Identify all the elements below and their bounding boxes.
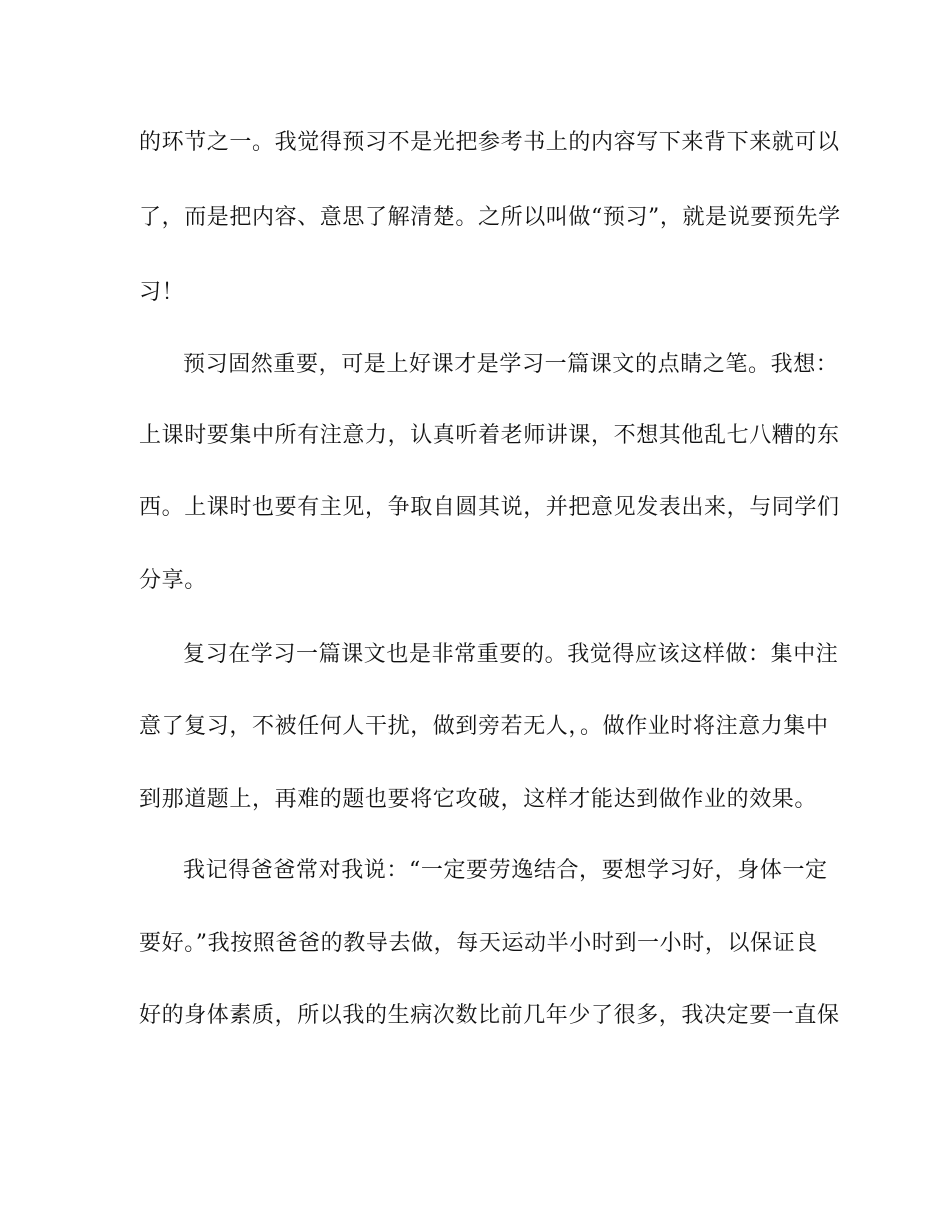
text-line: 上课时要集中所有注意力，认真听着老师讲课，不想其他乱七八糟的东 [139, 423, 840, 448]
text-line: 习！ [139, 280, 185, 305]
paragraph-first-line: 我记得爸爸常对我说：“一定要劳逸结合，要想学习好，身体一定 [183, 858, 828, 883]
text-line: 分享。 [139, 568, 207, 593]
paragraph-first-line: 预习固然重要，可是上好课才是学习一篇课文的点睛之笔。我想： [183, 352, 839, 377]
text-line: 到那道题上，再难的题也要将它攻破，这样才能达到做作业的效果。 [139, 787, 818, 812]
text-line: 的环节之一。我觉得预习不是光把参考书上的内容写下来背下来就可以 [139, 130, 840, 155]
text-line: 西。上课时也要有主见，争取自圆其说，并把意见发表出来，与同学们 [139, 495, 840, 520]
text-line: 意了复习，不被任何人干扰，做到旁若无人，。做作业时将注意力集中 [139, 714, 829, 739]
text-line: 好的身体素质，所以我的生病次数比前几年少了很多，我决定要一直保 [139, 1003, 840, 1028]
text-line: 要好。”我按照爸爸的教导去做，每天运动半小时到一小时，以保证良 [139, 931, 818, 956]
text-line: 了，而是把内容、意思了解清楚。之所以叫做“预习”，就是说要预先学 [139, 205, 841, 230]
paragraph-first-line: 复习在学习一篇课文也是非常重要的。我觉得应该这样做：集中注 [183, 642, 839, 667]
